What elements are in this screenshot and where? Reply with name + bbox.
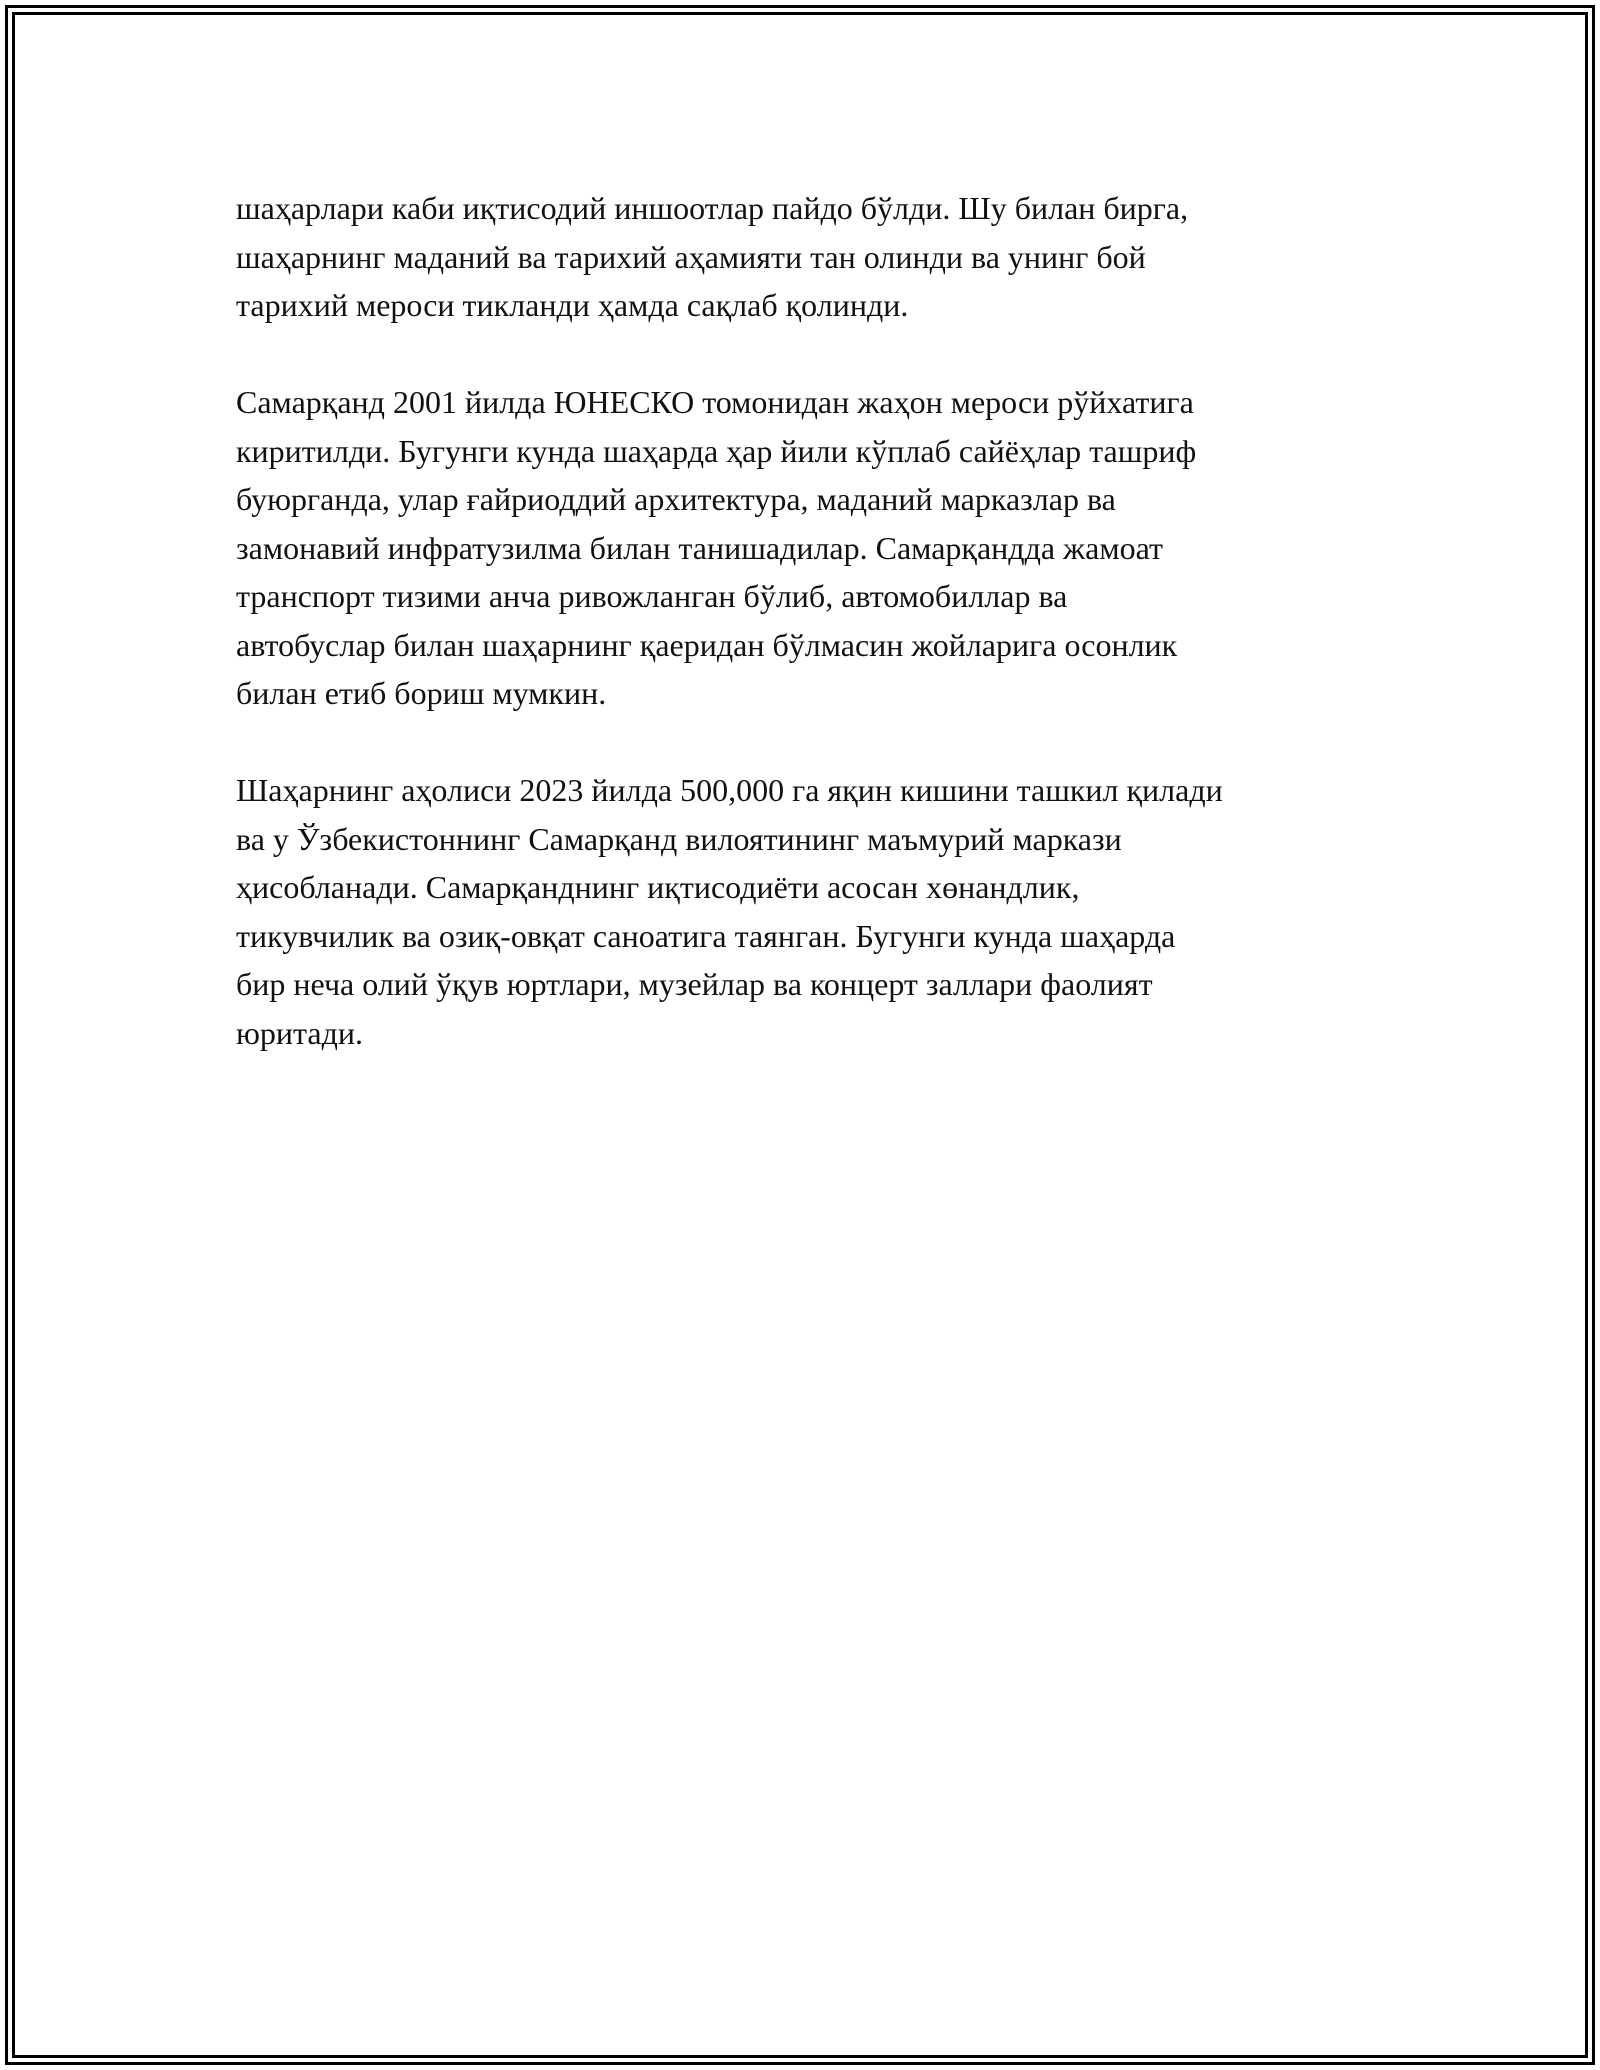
text-line: буюрганда, улар ғайриоддий архитектура, маданий марказлар ва bbox=[236, 481, 1116, 517]
text-line: замонавий инфратузилма билан танишадилар. Самарқандда жамоат bbox=[236, 529, 1163, 566]
text-line: шаҳарнинг маданий ва тарихий аҳамияти тан олинди ва унинг бой bbox=[236, 238, 1146, 275]
paragraph-3 bbox=[236, 766, 1386, 1057]
paragraph-2 bbox=[236, 378, 1386, 718]
text-line: киритилди. Бугунги кунда шаҳарда ҳар йили кўплаб сайёҳлар ташриф bbox=[236, 432, 1197, 469]
text-line: тикувчилик ва озиқ-овқат саноатига таянган. Бугунги кунда шаҳарда bbox=[236, 917, 1176, 954]
text-line: билан етиб бориш мумкин. bbox=[236, 675, 607, 711]
text-line: транспорт тизими анча ривожланган бўлиб, автомобиллар ва bbox=[236, 578, 1068, 614]
text-line: бир неча олий ўқув юртлари, музейлар ва концерт заллари фаолият bbox=[236, 966, 1153, 1002]
text-line: Шаҳарнинг аҳолиси 2023 йилда 500,000 га яқин кишини ташкил қилади bbox=[236, 772, 1223, 808]
text-line: юритади. bbox=[236, 1014, 364, 1051]
text-line: Самарқанд 2001 йилда ЮНЕСКО томонидан жаҳон мероси рўйхатига bbox=[236, 384, 1194, 420]
text-line: ва у Ўзбекистоннинг Самарқанд вилоятининг маъмурий маркази bbox=[236, 820, 1122, 857]
text-line: автобуслар билан шаҳарнинг қаеридан бўлмасин жойларига осонлик bbox=[236, 626, 1178, 663]
document-body bbox=[236, 184, 1386, 1106]
text-line: тарихий мероси тикланди ҳамда сақлаб қолинди. bbox=[236, 287, 909, 323]
text-line: шаҳарлари каби иқтисодий иншоотлар пайдо бўлди. Шу билан бирга, bbox=[236, 190, 1189, 226]
text-line: ҳисобланади. Самарқанднинг иқтисодиёти асосан хөнандлик, bbox=[236, 869, 1080, 905]
paragraph-1 bbox=[236, 184, 1386, 330]
